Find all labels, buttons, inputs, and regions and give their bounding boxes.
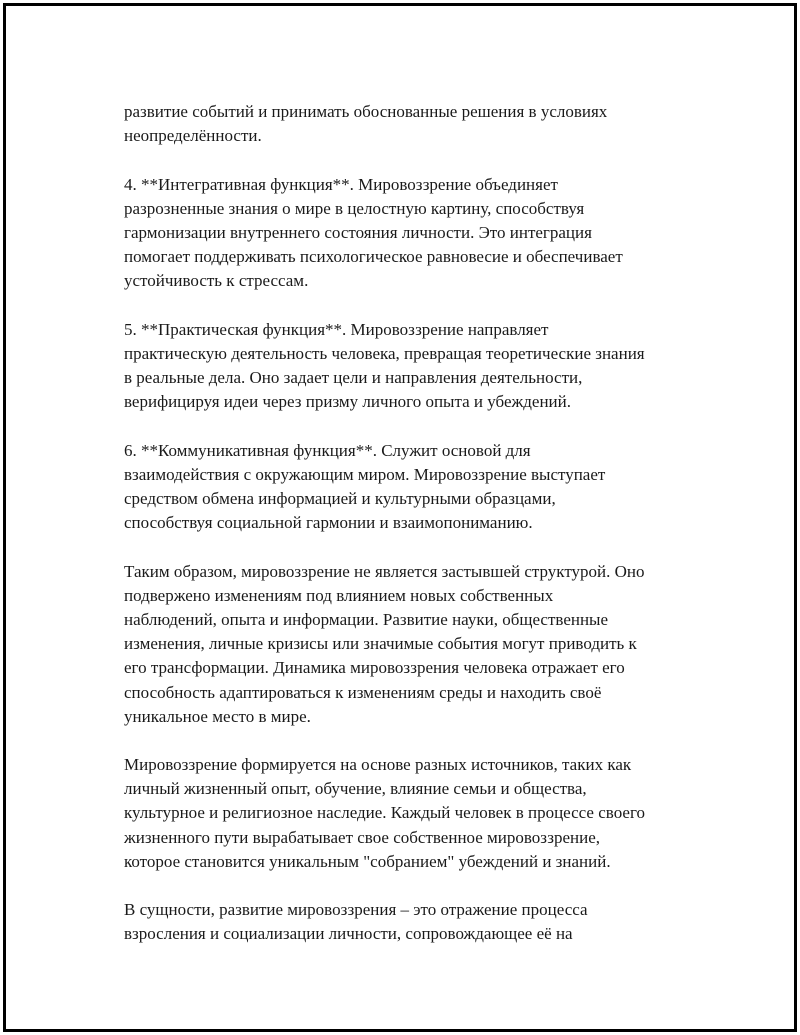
paragraph-essence bbox=[124, 898, 724, 946]
paragraph-communicative-function bbox=[124, 439, 724, 536]
text-line: верифицируя идеи через призму личного опыта и убеждений. bbox=[124, 392, 571, 412]
text-line: средством обмена информацией и культурными образцами, bbox=[124, 489, 556, 508]
text-line: культурное и религиозное наследие. Каждый человек в процессе своего bbox=[124, 803, 645, 823]
text-line: практическую деятельность человека, превращая теоретические знания bbox=[124, 343, 645, 363]
text-line: наблюдений, опыта и информации. Развитие науки, общественные bbox=[124, 609, 609, 629]
paragraph-continuation bbox=[124, 100, 724, 148]
text-line: устойчивость к стрессам. bbox=[124, 271, 309, 291]
text-line: неопределённости. bbox=[124, 126, 262, 146]
text-line: разрозненные знания о мире в целостную картину, способствуя bbox=[124, 198, 585, 218]
text-line: развитие событий и принимать обоснованные решения в условиях bbox=[124, 102, 608, 121]
text-line: способствуя социальной гармонии и взаимопониманию. bbox=[124, 513, 533, 533]
text-line: подвержено изменениям под влиянием новых собственных bbox=[124, 585, 554, 605]
text-line: в реальные дела. Оно задает цели и направления деятельности, bbox=[124, 368, 583, 388]
text-line: Таким образом, мировоззрение не является застывшей структурой. Оно bbox=[124, 561, 645, 581]
text-line: уникальное место в мире. bbox=[124, 706, 311, 726]
text-line: В сущности, развитие мировоззрения – это отражение процесса bbox=[124, 900, 588, 920]
paragraph-integrative-function bbox=[124, 173, 724, 294]
text-line: взаимодействия с окружающим миром. Мировоззрение выступает bbox=[124, 464, 606, 484]
text-line: помогает поддерживать психологическое равновесие и обеспечивает bbox=[124, 247, 623, 267]
text-line: гармонизации внутреннего состояния личности. Это интеграция bbox=[124, 222, 592, 242]
page-frame bbox=[3, 3, 797, 1032]
text-line: 5. **Практическая функция**. Мировоззрение направляет bbox=[124, 319, 549, 339]
text-line: взросления и социализации личности, сопровождающее её на bbox=[124, 924, 573, 944]
paragraph-sources bbox=[124, 753, 724, 874]
text-line: его трансформации. Динамика мировоззрения человека отражает его bbox=[124, 658, 625, 678]
paragraph-conclusion bbox=[124, 560, 724, 729]
text-line: личный жизненный опыт, обучение, влияние семьи и общества, bbox=[124, 779, 587, 799]
text-line: Мировоззрение формируется на основе разных источников, таких как bbox=[124, 755, 632, 775]
text-line: 4. **Интегративная функция**. Мировоззрение объединяет bbox=[124, 174, 558, 194]
paragraph-practical-function bbox=[124, 318, 724, 415]
text-line: которое становится уникальным "собранием" убеждений и знаний. bbox=[124, 851, 611, 871]
text-line: изменения, личные кризисы или значимые события могут приводить к bbox=[124, 634, 637, 654]
text-line: жизненного пути вырабатывает свое собственное мировоззрение, bbox=[124, 827, 600, 847]
document-body bbox=[124, 100, 724, 947]
text-line: 6. **Коммуникативная функция**. Служит основой для bbox=[124, 440, 531, 460]
text-line: способность адаптироваться к изменениям среды и находить своё bbox=[124, 682, 602, 702]
